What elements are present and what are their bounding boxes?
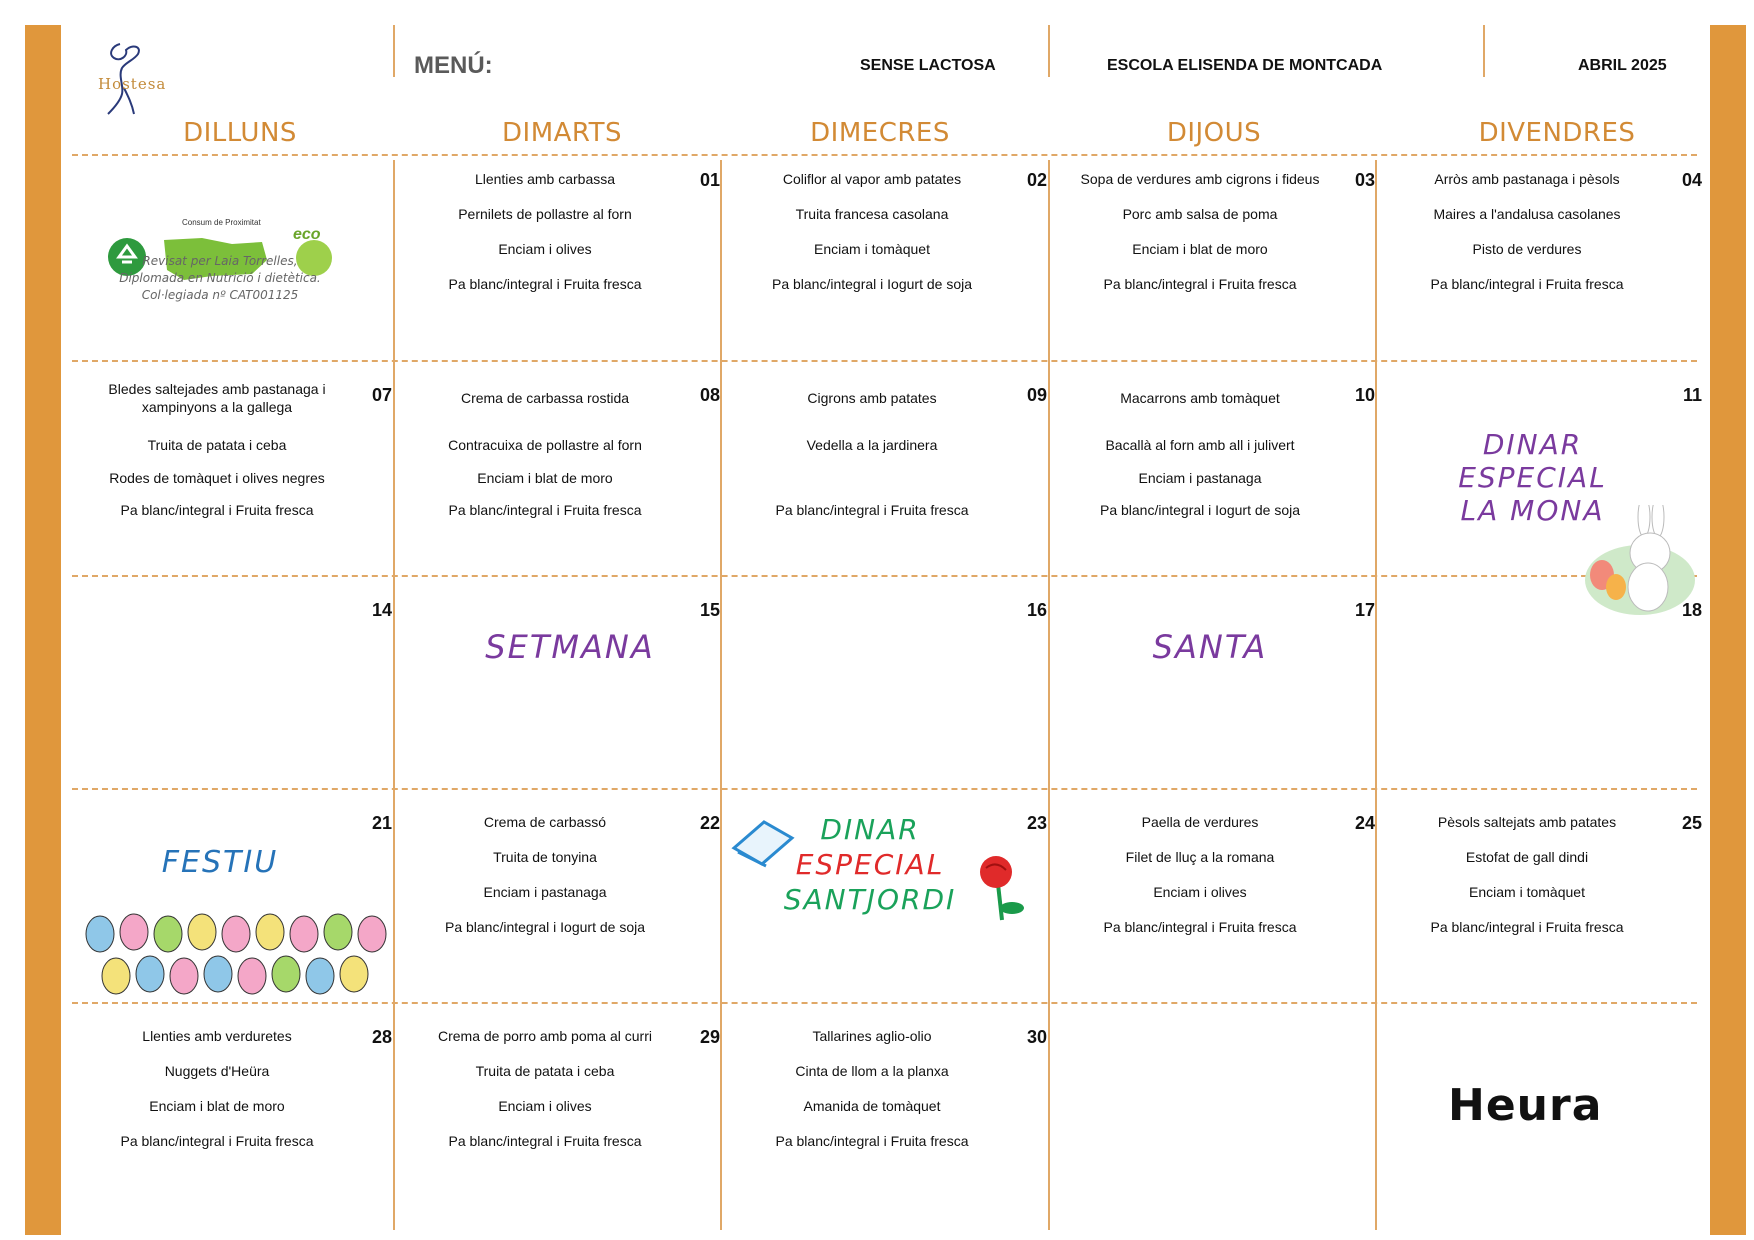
setmana-label: SETMANA — [485, 628, 655, 666]
dish: Pa blanc/integral i Fruita fresca — [120, 1133, 314, 1149]
day-number: 03 — [1354, 170, 1375, 190]
day-number: 10 — [1354, 385, 1375, 405]
dish: Amanida de tomàquet — [803, 1098, 941, 1114]
dish: Llenties amb carbassa — [474, 171, 616, 187]
dish: Truita de patata i ceba — [147, 437, 287, 453]
eco-label: eco — [293, 226, 321, 243]
column-divider — [393, 160, 395, 1230]
easter-bunny-icon — [1580, 505, 1698, 620]
day-number: 21 — [371, 813, 392, 833]
dish: Pa blanc/integral i Fruita fresca — [775, 1133, 969, 1149]
day-header-dimarts: DIMARTS — [502, 118, 622, 148]
dish: Enciam i blat de moro — [1132, 241, 1268, 257]
dish: Cigrons amb patates — [807, 390, 937, 406]
day-number: 25 — [1681, 813, 1702, 833]
dish: Truita de tonyina — [493, 849, 597, 865]
row-divider — [72, 788, 1697, 790]
column-divider — [1375, 160, 1377, 1230]
dish: Crema de carbassa rostida — [460, 390, 630, 406]
dish: Contracuixa de pollastre al forn — [448, 437, 642, 453]
month-label: ABRIL 2025 — [1578, 57, 1667, 74]
reviewer-line: Revisat per Laia Torrelles, — [142, 254, 298, 268]
dish: Truita francesa casolana — [795, 206, 949, 222]
header-divider — [1048, 25, 1050, 77]
day-number: 30 — [1026, 1027, 1047, 1047]
day-number: 08 — [699, 385, 720, 405]
dish: Truita de patata i ceba — [475, 1063, 615, 1079]
right-frame-bar — [1710, 25, 1746, 1235]
dish: Pisto de verdures — [1472, 241, 1582, 257]
dish: Enciam i tomàquet — [814, 241, 930, 257]
dish: Pa blanc/integral i Iogurt de soja — [771, 276, 972, 292]
rose-icon — [968, 852, 1028, 922]
menu-label: MENÚ: — [414, 52, 493, 79]
day-number: 09 — [1026, 385, 1047, 405]
easter-eggs-icon — [82, 910, 390, 1000]
dish: Pa blanc/integral i Fruita fresca — [448, 502, 642, 518]
dish: Llenties amb verduretes — [142, 1028, 292, 1044]
dish: Bledes saltejades amb pastanaga i xampinyons a la gallega — [108, 381, 326, 415]
day-number: 01 — [699, 170, 720, 190]
header-divider — [393, 25, 395, 77]
dish: Vedella a la jardinera — [806, 437, 938, 453]
dish: Crema de porro amb poma al curri — [438, 1028, 652, 1044]
day-number: 02 — [1026, 170, 1047, 190]
day-number: 29 — [699, 1027, 720, 1047]
day-number: 23 — [1026, 813, 1047, 833]
dish: Enciam i blat de moro — [477, 470, 613, 486]
dish: Paella de verdures — [1141, 814, 1259, 830]
dish: Pa blanc/integral i Fruita fresca — [1103, 276, 1297, 292]
dish: Pèsols saltejats amb patates — [1437, 814, 1617, 830]
dish: Coliflor al vapor amb patates — [782, 171, 962, 187]
row-divider — [72, 360, 1697, 362]
dish: Enciam i tomàquet — [1469, 884, 1585, 900]
dish: Estofat de gall dindi — [1465, 849, 1589, 865]
diet-label: SENSE LACTOSA — [860, 57, 996, 74]
header-divider — [1483, 25, 1485, 77]
dish: Pa blanc/integral i Fruita fresca — [1430, 276, 1624, 292]
day-number: 18 — [1681, 600, 1702, 620]
dish: Enciam i olives — [1153, 884, 1247, 900]
heura-logo: Heura — [1448, 1080, 1603, 1131]
column-divider — [1048, 160, 1050, 1230]
dish: Tallarines aglio-olio — [812, 1028, 932, 1044]
dish: Maires a l'andalusa casolanes — [1433, 206, 1621, 222]
brand-name: Hostesa — [98, 75, 167, 93]
santa-label: SANTA — [1152, 628, 1268, 666]
row-divider — [72, 575, 1697, 577]
dish: Arròs amb pastanaga i pèsols — [1434, 171, 1620, 187]
dish: Pa blanc/integral i Fruita fresca — [775, 502, 969, 518]
day-header-divendres: DIVENDRES — [1478, 118, 1636, 148]
dish: Macarrons amb tomàquet — [1120, 390, 1280, 406]
santjordi-line: ESPECIAL — [795, 848, 945, 881]
column-divider — [720, 160, 722, 1230]
dish: Pa blanc/integral i Fruita fresca — [1103, 919, 1297, 935]
school-name: ESCOLA ELISENDA DE MONTCADA — [1107, 57, 1383, 74]
reviewer-line: Diplomada en Nutrició i dietètica. — [119, 271, 321, 285]
reviewer-note — [100, 253, 340, 304]
dish: Bacallà al forn amb all i julivert — [1105, 437, 1295, 453]
day-number: 24 — [1354, 813, 1375, 833]
dish: Pa blanc/integral i Fruita fresca — [448, 276, 642, 292]
day-number: 17 — [1354, 600, 1375, 620]
day-number: 15 — [699, 600, 720, 620]
day-number: 22 — [699, 813, 720, 833]
day-number: 16 — [1026, 600, 1047, 620]
day-number: 11 — [1682, 385, 1702, 405]
row-divider — [72, 1002, 1697, 1004]
dish: Enciam i pastanaga — [1138, 470, 1262, 486]
row-divider — [72, 154, 1697, 156]
mona-line: ESPECIAL — [1458, 461, 1607, 494]
dish: Filet de lluç a la romana — [1125, 849, 1275, 865]
dish: Pa blanc/integral i Iogurt de soja — [1099, 502, 1300, 518]
dish: Enciam i pastanaga — [483, 884, 607, 900]
dish: Porc amb salsa de poma — [1122, 206, 1278, 222]
reviewer-line: Col·legiada nº CAT001125 — [141, 288, 299, 302]
dish: Enciam i olives — [498, 1098, 592, 1114]
mona-line: LA MONA — [1460, 494, 1605, 527]
dish: Nuggets d'Heüra — [164, 1063, 270, 1079]
dish: Pa blanc/integral i Iogurt de soja — [444, 919, 645, 935]
santjordi-line: SANTJORDI — [783, 883, 957, 916]
dish: Pa blanc/integral i Fruita fresca — [120, 502, 314, 518]
dish: Crema de carbassó — [483, 814, 607, 830]
dish: Pernilets de pollastre al forn — [458, 206, 632, 222]
dish: Cinta de llom a la planxa — [795, 1063, 949, 1079]
day-header-dilluns: DILLUNS — [183, 118, 297, 148]
day-number: 28 — [371, 1027, 392, 1047]
santjordi-special-label — [770, 812, 970, 917]
festiu-label: FESTIU — [161, 845, 279, 880]
dish: Pa blanc/integral i Fruita fresca — [448, 1133, 642, 1149]
day-number: 04 — [1681, 170, 1702, 190]
dish: Enciam i blat de moro — [149, 1098, 285, 1114]
dish: Pa blanc/integral i Fruita fresca — [1430, 919, 1624, 935]
day-header-dijous: DIJOUS — [1166, 118, 1262, 148]
mona-line: DINAR — [1482, 428, 1583, 461]
dish: Enciam i olives — [498, 241, 592, 257]
day-number: 14 — [371, 600, 392, 620]
dish: Sopa de verdures amb cigrons i fideus — [1080, 171, 1320, 187]
day-header-dimecres: DIMECRES — [810, 118, 950, 148]
santjordi-line: DINAR — [820, 813, 920, 846]
day-number: 07 — [371, 385, 392, 405]
left-frame-bar — [25, 25, 61, 1235]
proximitat-label: Consum de Proximitat — [182, 218, 261, 227]
dish: Rodes de tomàquet i olives negres — [109, 470, 325, 486]
